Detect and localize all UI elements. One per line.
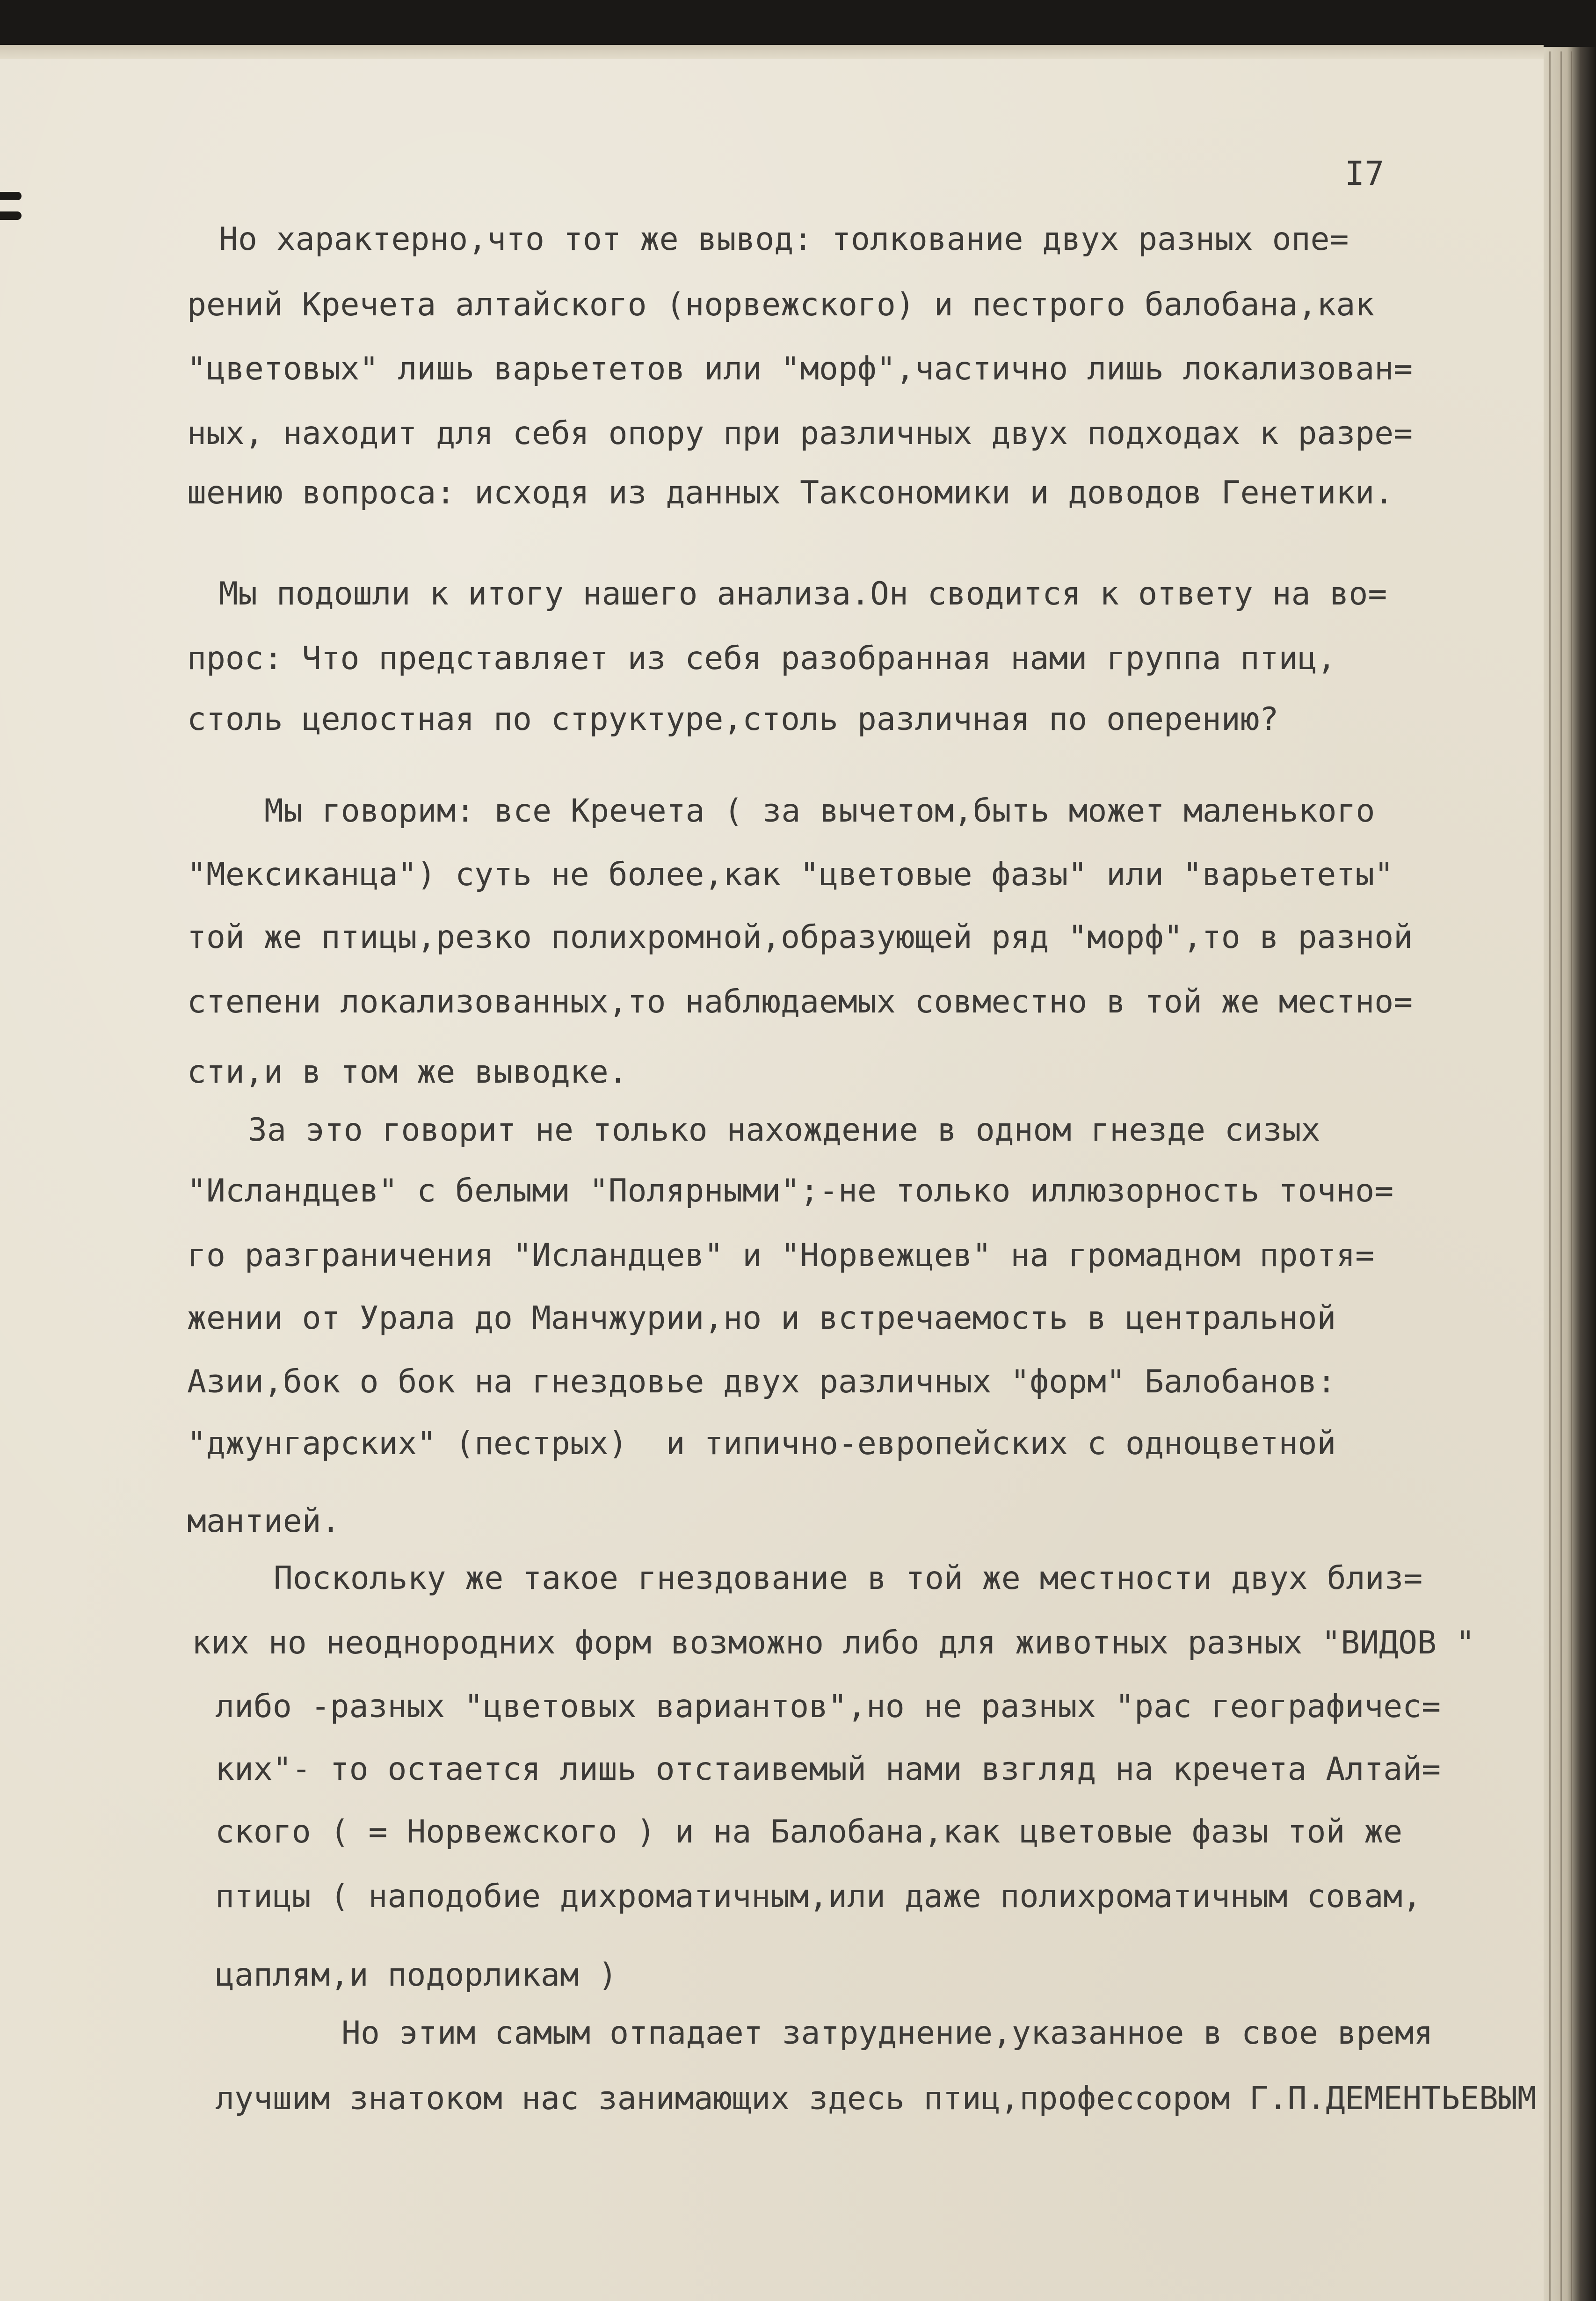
text-line: либо -разных "цветовых вариантов",но не разных "рас географичес=: [215, 1688, 1441, 1725]
text-line: рений Кречета алтайского (норвежского) и пестрого балобана,как: [187, 286, 1375, 323]
text-line: прос: Что представляет из себя разобранная нами группа птиц,: [187, 640, 1336, 677]
text-line: "цветовых" лишь варьететов или "морф",частично лишь локализован=: [187, 350, 1413, 387]
text-line: птицы ( наподобие дихроматичным,или даже полихроматичным совам,: [215, 1878, 1422, 1915]
text-line: сти,и в том же выводке.: [187, 1054, 628, 1091]
text-line: "джунгарских" (пестрых) и типично-европейских с одноцветной: [187, 1425, 1336, 1462]
text-line: шению вопроса: исходя из данных Таксономики и доводов Генетики.: [187, 474, 1394, 511]
text-line: мантией.: [187, 1503, 341, 1540]
page-edge-line: [1571, 51, 1572, 2301]
text-line: За это говорит не только нахождение в одном гнезде сизых: [248, 1112, 1320, 1149]
binding-hole: [0, 192, 22, 200]
text-line: цаплям,и подорликам ): [215, 1957, 617, 1994]
text-line: степени локализованных,то наблюдаемых совместно в той же местно=: [187, 983, 1413, 1020]
text-line: Но этим самым отпадает затруднение,указанное в свое время: [341, 2015, 1433, 2052]
text-line: столь целостная по структуре,столь различная по оперению?: [187, 701, 1279, 738]
text-line: Мы подошли к итогу нашего анализа.Он сводится к ответу на во=: [219, 575, 1387, 612]
text-line: "Мексиканца") суть не более,как "цветовые фазы" или "варьететы": [187, 856, 1394, 893]
text-line: Азии,бок о бок на гнездовье двух различных "форм" Балобанов:: [187, 1363, 1336, 1400]
page-stack-edge: [1544, 47, 1596, 2301]
page-edge-line: [1560, 51, 1562, 2301]
sheet-top-edge: [0, 45, 1544, 59]
binding-hole: [0, 211, 22, 220]
text-line: го разграничения "Исландцев" и "Норвежцев" на громадном протя=: [187, 1237, 1375, 1274]
text-line: Мы говорим: все Кречета ( за вычетом,быть может маленького: [264, 793, 1375, 830]
text-line: той же птицы,резко полихромной,образующей ряд "морф",то в разной: [187, 919, 1413, 956]
text-line: Поскольку же такое гнездование в той же местности двух близ=: [274, 1560, 1423, 1597]
text-line: ского ( = Норвежского ) и на Балобана,как цветовые фазы той же: [215, 1813, 1403, 1850]
text-line: ных, находит для себя опору при различных двух подходах к разре=: [187, 415, 1413, 452]
text-line: "Исландцев" с белыми "Полярными";-не только иллюзорность точно=: [187, 1172, 1394, 1209]
page-edge-line: [1549, 51, 1551, 2301]
page-number: I7: [1345, 154, 1385, 193]
text-line: жении от Урала до Манчжурии,но и встречаемость в центральной: [187, 1300, 1336, 1337]
text-line: ких но неоднородних форм возможно либо для животных разных "ВИДОВ ": [192, 1624, 1475, 1661]
text-line: Но характерно,что тот же вывод: толкование двух разных опе=: [219, 221, 1349, 258]
text-line: лучшим знатоком нас занимающих здесь птиц,профессором Г.П.ДЕМЕНТЬЕВЫМ: [215, 2080, 1537, 2117]
text-line: ких"- то остается лишь отстаивемый нами взгляд на кречета Алтай=: [215, 1751, 1441, 1788]
